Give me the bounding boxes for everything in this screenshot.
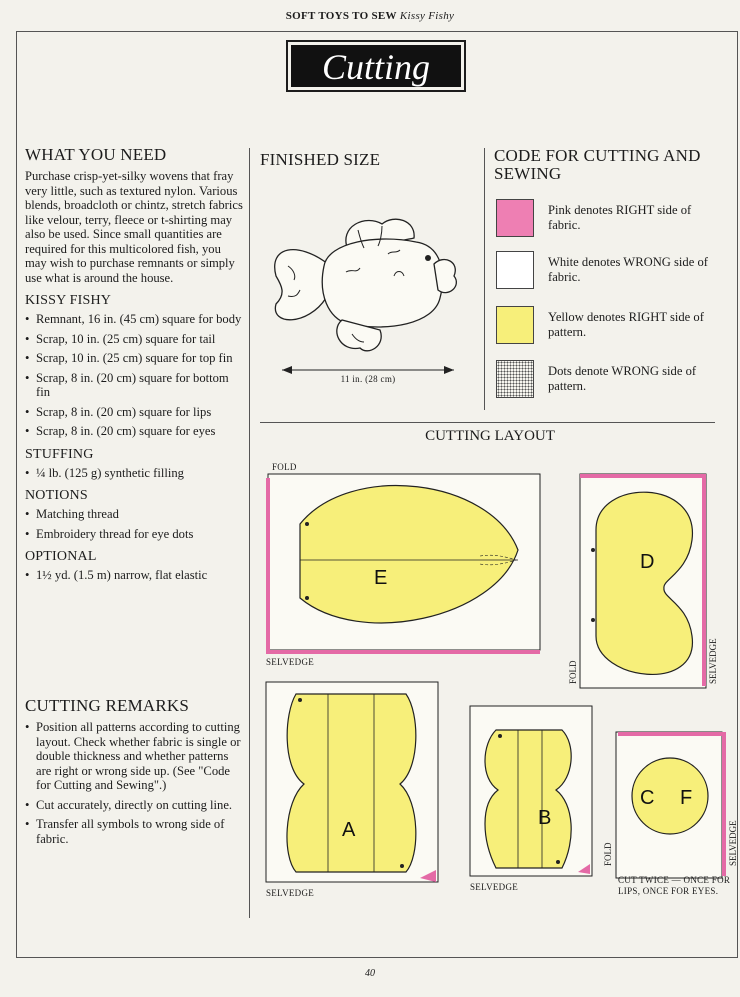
code-text: Dots denote WRONG side of pattern. (548, 364, 697, 393)
what-you-need-heading: WHAT YOU NEED (25, 145, 167, 164)
dots-swatch (496, 360, 534, 398)
code-text: Pink denotes RIGHT side of fabric. (548, 203, 692, 232)
code-text: White denotes WRONG side of fabric. (548, 255, 708, 284)
finished-size-heading: FINISHED SIZE (260, 150, 381, 169)
notions-list (25, 507, 245, 541)
list-item: • Scrap, 8 in. (20 cm) square for lips (25, 405, 245, 420)
selvedge-label-a: SELVEDGE (266, 888, 315, 898)
piece-b (485, 730, 571, 868)
selvedge-label-d: SELVEDGE (708, 638, 718, 684)
piece-a (287, 694, 416, 872)
notions-heading: NOTIONS (25, 488, 88, 503)
list-item: • Scrap, 8 in. (20 cm) square for eyes (25, 424, 245, 439)
cutting-remarks-list (25, 720, 245, 846)
list-item: • Cut accurately, directly on cutting line. (25, 798, 245, 813)
list-item: • Scrap, 10 in. (25 cm) square for tail (25, 332, 245, 347)
code-text: Yellow denotes RIGHT side of pattern. (548, 310, 704, 339)
what-you-need-intro: Purchase crisp-yet-silky wovens that fray very little, such as textured nylon. Various blends, broadcloth or chintz, stretch fabrics like velour, terry, fleece or t-shirting may also be used. Since small quantities are required for this multicolored fish, you may wish to purchase remnants or simply use what is around the house. (25, 169, 243, 285)
selvedge-label-cf: SELVEDGE (728, 820, 738, 866)
kissy-fishy-heading: KISSY FISHY (25, 293, 112, 308)
white-swatch (496, 251, 534, 289)
list-item: • 1½ yd. (1.5 m) narrow, flat elastic (25, 568, 245, 583)
cutting-layout-heading: CUTTING LAYOUT (425, 428, 555, 444)
optional-heading: OPTIONAL (25, 549, 97, 564)
list-item: • Scrap, 10 in. (25 cm) square for top fin (25, 351, 245, 366)
list-item: • Remnant, 16 in. (45 cm) square for body (25, 312, 245, 327)
pink-swatch (496, 199, 534, 237)
fold-label-d: FOLD (568, 660, 578, 684)
code-entry-yellow (496, 306, 708, 344)
project-name: Kissy Fishy (399, 10, 455, 22)
selvedge-label-b: SELVEDGE (470, 882, 519, 892)
yellow-swatch (496, 306, 534, 344)
cutting-remarks-heading: CUTTING REMARKS (25, 696, 190, 715)
piece-b-label: B (538, 807, 552, 829)
list-item: • Matching thread (25, 507, 245, 522)
piece-a-label: A (342, 819, 356, 841)
fold-label-cf: FOLD (603, 842, 613, 866)
piece-e-label: E (374, 567, 388, 589)
optional-list (25, 568, 245, 583)
page-title: Cutting (291, 45, 461, 87)
layout-divider (260, 422, 715, 423)
code-section (494, 147, 714, 187)
list-item: • Scrap, 8 in. (20 cm) square for bottom fin (25, 371, 245, 400)
stuffing-list (25, 466, 245, 481)
list-item: • Embroidery thread for eye dots (25, 527, 245, 542)
book-title: SOFT TOYS TO SEW (285, 10, 397, 22)
code-entry-pink (496, 199, 708, 237)
what-you-need-section (25, 145, 245, 588)
title-banner (286, 40, 466, 92)
cutting-remarks-section (25, 696, 245, 851)
piece-d-label: D (640, 551, 655, 573)
finished-size-dimension: 11 in. (28 cm) (340, 374, 396, 384)
piece-c-label: C (640, 787, 655, 809)
code-heading: CODE FOR CUTTING AND SEWING (494, 146, 701, 183)
column-divider-right (484, 148, 485, 410)
selvedge-label-e: SELVEDGE (266, 657, 315, 667)
fold-label-e: FOLD (272, 462, 297, 472)
cut-note (618, 875, 738, 897)
cut-note-line-1: CUT TWICE — ONCE FOR (618, 875, 731, 885)
page-number: 40 (365, 968, 375, 979)
code-entry-white (496, 251, 708, 289)
list-item: • ¼ lb. (125 g) synthetic filling (25, 466, 245, 481)
cutting-layout-diagram (260, 468, 738, 888)
cut-note-line-2: LIPS, ONCE FOR EYES. (618, 886, 719, 896)
list-item: • Position all patterns according to cutting layout. Check whether fabric is single or double thickness and whether patterns are right or wrong side up. (See "Code for Cutting and Sewing".) (25, 720, 245, 793)
running-header (0, 10, 740, 22)
code-entry-dots (496, 360, 708, 398)
piece-f-label: F (680, 787, 693, 809)
finished-size-section (260, 150, 475, 174)
stuffing-heading: STUFFING (25, 446, 94, 462)
fish-outline-illustration (268, 206, 468, 382)
kissy-fishy-list (25, 312, 245, 439)
column-divider (249, 148, 250, 918)
list-item: • Transfer all symbols to wrong side of fabric. (25, 817, 245, 846)
